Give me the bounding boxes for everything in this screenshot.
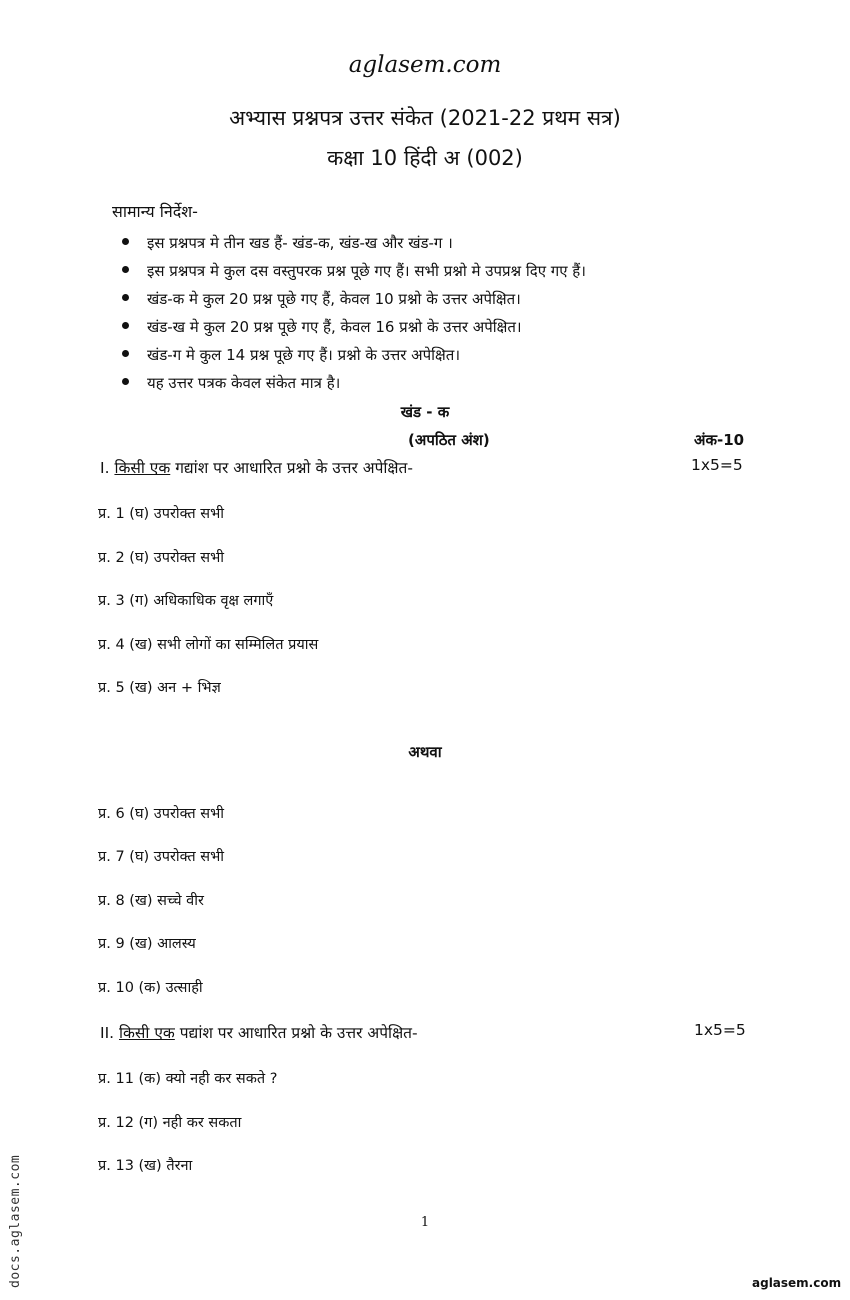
bullet-icon [122,294,129,301]
bullet-icon [122,266,129,273]
group-marks-2: 1x5=5 [694,1021,746,1039]
answer-item: प्र. 12 (ग) नही कर सकता [98,1115,242,1131]
section-title: खंड - क [400,403,450,421]
instruction-item: यह उत्तर पत्रक केवल संकेत मात्र है। [122,373,340,393]
bullet-icon [122,378,129,385]
answer-item: प्र. 7 (घ) उपरोक्त सभी [98,849,225,865]
footer-brand: aglasem.com [752,1276,842,1290]
instruction-item: इस प्रश्नपत्र मे तीन खड हैं- खंड-क, खंड-ख और खंड-ग । [122,233,453,253]
class-subject-line: कक्षा 10 हिंदी अ (002) [327,146,523,170]
answer-item: प्र. 11 (क) क्यो नही कर सकते ? [98,1071,278,1087]
answer-item: प्र. 10 (क) उत्साही [98,980,203,996]
section-marks: अंक-10 [694,431,745,449]
section-subtitle: (अपठित अंश) [408,431,490,449]
answer-item: प्र. 6 (घ) उपरोक्त सभी [98,806,225,822]
bullet-icon [122,350,129,357]
instruction-item: खंड-ख मे कुल 20 प्रश्न पूछे गए हैं, केवल 16 प्रश्नो के उत्तर अपेक्षित। [122,317,522,337]
bullet-icon [122,322,129,329]
page-number: 1 [420,1215,430,1230]
instruction-item: इस प्रश्नपत्र मे कुल दस वस्तुपरक प्रश्न पूछे गए हैं। सभी प्रश्नो मे उपप्रश्न दिए गए हैं। [122,261,586,281]
instruction-item: खंड-ग मे कुल 14 प्रश्न पूछे गए हैं। प्रश्नो के उत्तर अपेक्षित। [122,345,460,365]
answer-item: प्र. 9 (ख) आलस्य [98,936,196,952]
answer-item: प्र. 3 (ग) अधिकाधिक वृक्ष लगाएँ [98,593,274,609]
or-separator: अथवा [408,743,442,761]
group-marks-1: 1x5=5 [691,456,743,474]
answer-item: प्र. 2 (घ) उपरोक्त सभी [98,550,225,566]
instruction-item: खंड-क मे कुल 20 प्रश्न पूछे गए हैं, केवल 10 प्रश्नो के उत्तर अपेक्षित। [122,289,521,309]
answer-item: प्र. 5 (ख) अन + भिज्ञ [98,680,221,696]
site-logo-text: aglasem.com [348,52,502,78]
group-heading-1: I. किसी एक गद्यांश पर आधारित प्रश्नो के उत्तर अपेक्षित- [100,459,413,477]
document-title: अभ्यास प्रश्नपत्र उत्तर संकेत (2021-22 प्रथम सत्र) [229,106,621,130]
answer-item: प्र. 8 (ख) सच्चे वीर [98,893,204,909]
group-heading-2: II. किसी एक पद्यांश पर आधारित प्रश्नो के उत्तर अपेक्षित- [100,1024,418,1042]
side-watermark: docs.aglasem.com [8,1154,23,1288]
answer-item: प्र. 4 (ख) सभी लोगों का सम्मिलित प्रयास [98,637,319,653]
answer-item: प्र. 1 (घ) उपरोक्त सभी [98,506,225,522]
bullet-icon [122,238,129,245]
instructions-heading: सामान्य निर्देश- [112,202,198,221]
answer-item: प्र. 13 (ख) तैरना [98,1158,193,1174]
